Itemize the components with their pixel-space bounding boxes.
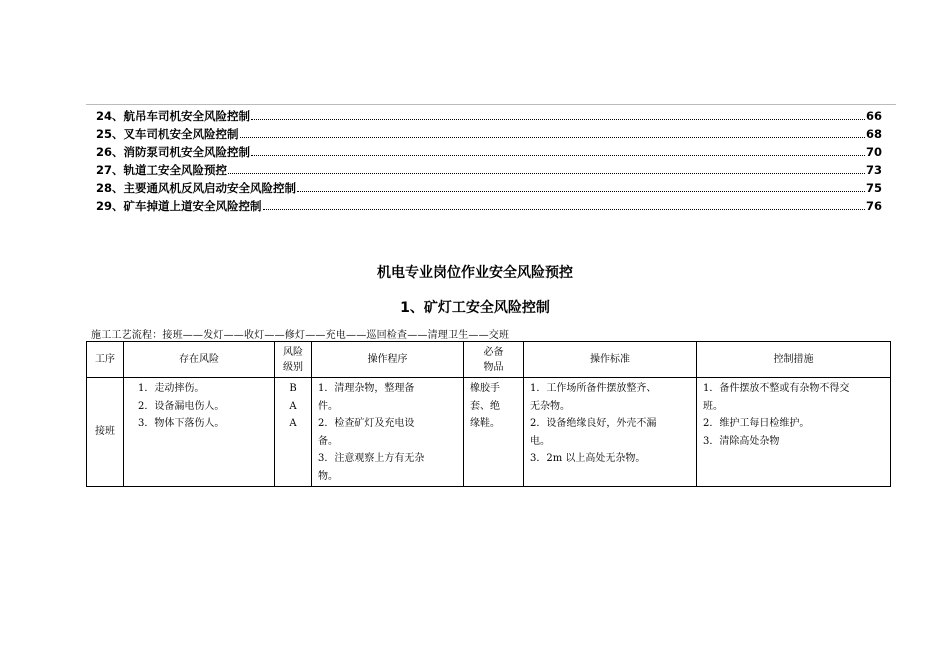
toc-leader-dots: [251, 118, 865, 120]
procedure-line: 2．检查矿灯及充电设: [318, 418, 415, 429]
risk-level-value: A: [289, 418, 297, 429]
toc-entry-page: 75: [865, 181, 882, 195]
required-item-line: 橡胶手: [470, 383, 500, 394]
header-risk: 存在风险: [124, 342, 275, 378]
procedure-line: 1．清理杂物，整理备: [318, 383, 415, 394]
header-required-items: [464, 342, 524, 378]
toc-leader-dots: [251, 154, 865, 156]
risk-level-value: A: [289, 400, 297, 412]
standard-line: 2．设备绝缘良好，外壳不漏: [530, 418, 657, 429]
standard-line: 3．2m 以上高处无杂物。: [530, 453, 646, 464]
cell-risks: [124, 378, 275, 487]
risk-item: 2．设备漏电伤人。: [138, 400, 225, 412]
risk-level-value: B: [289, 383, 297, 394]
risk-item: 3．物体下落伤人。: [138, 418, 225, 429]
header-risk-level-line: 级别: [283, 361, 303, 373]
cell-required-items: [464, 378, 524, 487]
table-header-row: [87, 342, 891, 378]
required-item-line: 缘鞋。: [470, 418, 500, 429]
header-required-items-line: 必备: [483, 346, 504, 358]
toc-entry-title: 28、主要通风机反风启动安全风险控制: [96, 181, 297, 195]
header-standard: 操作标准: [524, 342, 697, 378]
risk-item: 1．走动摔伤。: [138, 383, 205, 394]
header-measures: 控制措施: [697, 342, 891, 378]
cell-process: 接班: [87, 378, 124, 487]
toc-entry[interactable]: [96, 196, 882, 214]
standard-line: 1．工作场所备件摆放整齐、: [530, 383, 657, 394]
subsection-heading: 1、矿灯工安全风险控制: [400, 300, 550, 316]
cell-standard: [524, 378, 697, 487]
toc-entry-title: 26、消防泵司机安全风险控制: [96, 145, 251, 159]
procedure-line: 3．注意观察上方有无杂: [318, 453, 425, 464]
toc-entry-page: 66: [865, 109, 882, 123]
toc-entry-page: 70: [865, 145, 882, 159]
toc-entry-page: 73: [865, 163, 882, 177]
standard-line: 无杂物。: [530, 400, 570, 412]
cell-procedure: [312, 378, 464, 487]
toc-leader-dots: [228, 172, 865, 174]
toc-entry-page: 68: [865, 127, 882, 141]
header-rule: [86, 104, 896, 105]
section-heading: 机电专业岗位作业安全风险预控: [377, 265, 573, 281]
required-item-line: 套、绝: [470, 400, 500, 412]
toc-entry[interactable]: [96, 178, 882, 196]
risk-control-table: [86, 341, 891, 487]
table-row: [87, 378, 891, 487]
procedure-line: 件。: [318, 400, 338, 412]
procedure-line: 物。: [318, 470, 338, 482]
toc-entry-title: 29、矿车掉道上道安全风险控制: [96, 199, 262, 213]
toc-entry-title: 24、航吊车司机安全风险控制: [96, 109, 251, 123]
header-procedure: 操作程序: [312, 342, 464, 378]
measure-line: 班。: [703, 400, 723, 412]
toc-leader-dots: [297, 190, 865, 192]
toc-leader-dots: [263, 208, 865, 210]
header-required-items-line: 物品: [483, 361, 504, 373]
toc-entry[interactable]: [96, 106, 882, 124]
header-risk-level: [275, 342, 312, 378]
cell-levels: [275, 378, 312, 487]
header-process: 工序: [87, 342, 124, 378]
standard-line: 电。: [530, 435, 550, 447]
process-flow-text: 施工工艺流程：接班——发灯——收灯——修灯——充电——巡回检查——清理卫生——交班: [91, 330, 510, 341]
cell-measures: [697, 378, 891, 487]
measure-line: 3．清除高处杂物: [703, 435, 780, 447]
table-of-contents: [96, 106, 882, 214]
measure-line: 1．备件摆放不整或有杂物不得交: [703, 383, 850, 394]
toc-entry[interactable]: [96, 124, 882, 142]
procedure-line: 备。: [318, 435, 338, 447]
toc-entry-title: 25、叉车司机安全风险控制: [96, 127, 239, 141]
toc-entry-page: 76: [865, 199, 882, 213]
toc-leader-dots: [240, 136, 865, 138]
measure-line: 2．维护工每日检维护。: [703, 418, 810, 429]
toc-entry-title: 27、轨道工安全风险预控: [96, 163, 228, 177]
toc-entry[interactable]: [96, 142, 882, 160]
header-risk-level-line: 风险: [283, 346, 303, 358]
toc-entry[interactable]: [96, 160, 882, 178]
